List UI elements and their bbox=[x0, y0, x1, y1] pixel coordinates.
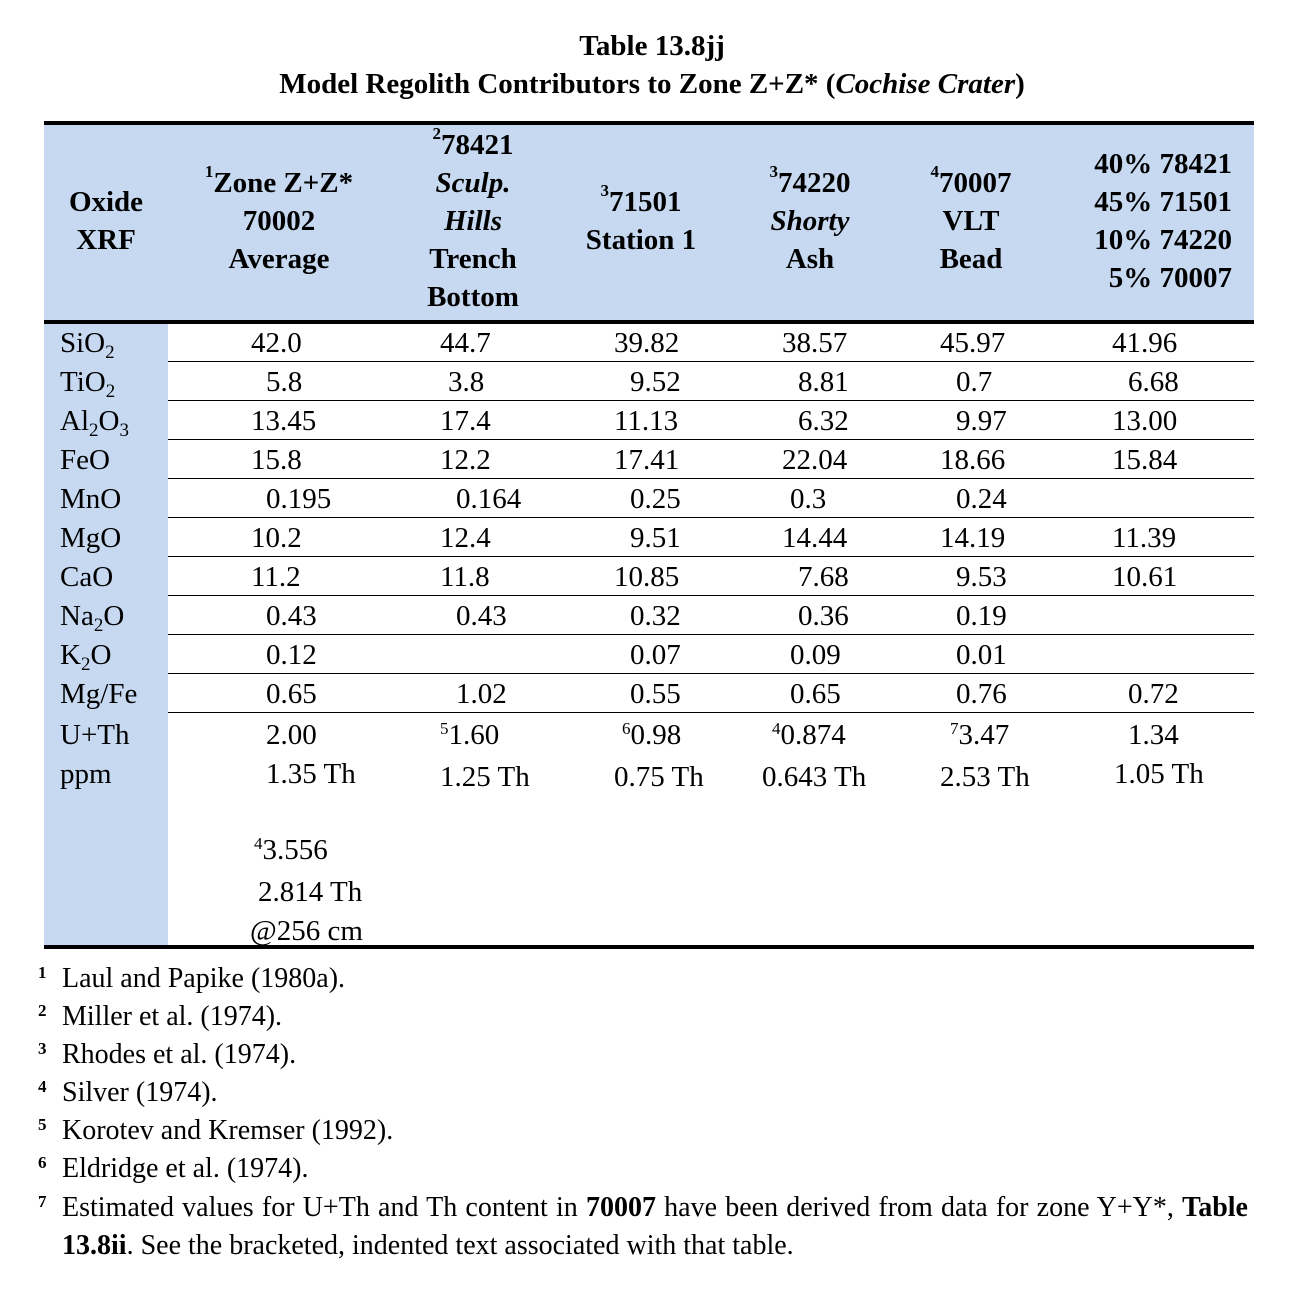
oxide-sio2: SiO$_2$ bbox=[60, 327, 115, 363]
cell: 9.97 bbox=[956, 405, 1007, 437]
cell-uth-70002: 2.00 1.35 Th bbox=[266, 719, 356, 790]
header-78421: $^2$78421 Sculp. Hills Trench Bottom bbox=[427, 124, 519, 313]
header-oxide: Oxide XRF bbox=[68, 186, 144, 256]
header-71501: $^3$71501 Station 1 bbox=[585, 181, 697, 256]
cell: 13.00 bbox=[1112, 405, 1178, 437]
cell: 39.82 bbox=[614, 327, 680, 359]
cell: 41.96 bbox=[1112, 327, 1178, 359]
cell: 0.36 bbox=[798, 600, 849, 632]
cell: 0.7 bbox=[956, 366, 993, 398]
cell: 10.2 bbox=[251, 522, 302, 554]
cell: 6.68 bbox=[1128, 366, 1179, 398]
oxide-mgfe: Mg/Fe bbox=[60, 678, 138, 710]
cell: 15.8 bbox=[251, 444, 302, 476]
cell: 1.02 bbox=[456, 678, 507, 710]
cell-uth-71501: $^6$0.98 0.75 Th bbox=[614, 719, 704, 793]
cell: 11.8 bbox=[440, 561, 490, 593]
cell: 0.07 bbox=[630, 639, 681, 671]
cell: 9.51 bbox=[630, 522, 681, 554]
cell: 0.195 bbox=[266, 483, 332, 515]
cell: 0.25 bbox=[630, 483, 681, 515]
cell: 0.19 bbox=[956, 600, 1007, 632]
cell: 11.13 bbox=[614, 405, 679, 437]
oxide-cao: CaO bbox=[60, 561, 114, 593]
cell-uth-70007: $^7$3.47 2.53 Th bbox=[940, 719, 1030, 793]
cell: 17.4 bbox=[440, 405, 491, 437]
table-title: Table 13.8jj bbox=[579, 30, 725, 62]
header-mix: 40% 78421 45% 71501 10% 74220 5% 70007 bbox=[1094, 148, 1232, 294]
oxide-tio2: TiO$_2$ bbox=[60, 366, 116, 402]
cell: 0.12 bbox=[266, 639, 317, 671]
cell: 0.01 bbox=[956, 639, 1007, 671]
cell: 13.45 bbox=[251, 405, 317, 437]
cell: 10.85 bbox=[614, 561, 680, 593]
oxide-uth: U+Th ppm bbox=[60, 719, 130, 790]
cell: 0.43 bbox=[456, 600, 507, 632]
cell: 44.7 bbox=[440, 327, 491, 359]
oxide-k2o: $K_2O$ bbox=[60, 639, 112, 675]
cell-uth-mix: 1.34 1.05 Th bbox=[1114, 719, 1204, 790]
cell: 6.32 bbox=[798, 405, 849, 437]
oxide-al2o3: $Al_2O_3$ bbox=[60, 405, 129, 441]
cell: 0.24 bbox=[956, 483, 1007, 515]
cell: 17.41 bbox=[614, 444, 680, 476]
cell: 8.81 bbox=[798, 366, 849, 398]
cell: 0.55 bbox=[630, 678, 681, 710]
oxide-feo: FeO bbox=[60, 444, 110, 476]
cell: 18.66 bbox=[940, 444, 1006, 476]
oxide-mgo: MgO bbox=[60, 522, 122, 554]
cell: 0.32 bbox=[630, 600, 681, 632]
cell: 7.68 bbox=[798, 561, 849, 593]
oxide-mno: MnO bbox=[60, 483, 122, 515]
cell: 45.97 bbox=[940, 327, 1006, 359]
cell-uth-74220: $^4$0.874 0.643 Th bbox=[762, 719, 867, 793]
cell: 0.65 bbox=[266, 678, 317, 710]
cell: 22.04 bbox=[782, 444, 848, 476]
cell: 9.53 bbox=[956, 561, 1007, 593]
cell: 0.09 bbox=[790, 639, 841, 671]
cell: 0.72 bbox=[1128, 678, 1179, 710]
oxide-na2o: $Na_2O$ bbox=[60, 600, 125, 636]
cell-uth-70002-depth: $^4$3.556 2.814 Th @256 cm bbox=[250, 834, 363, 947]
cell: 14.44 bbox=[782, 522, 848, 554]
cell-uth-78421: $^5$1.60 1.25 Th bbox=[440, 719, 530, 793]
cell: 0.164 bbox=[456, 483, 522, 515]
cell: 38.57 bbox=[782, 327, 848, 359]
cell: 12.4 bbox=[440, 522, 491, 554]
cell: 0.65 bbox=[790, 678, 841, 710]
cell: 5.8 bbox=[266, 366, 303, 398]
bottom-rule bbox=[44, 945, 1254, 949]
cell: 12.2 bbox=[440, 444, 491, 476]
cell: 9.52 bbox=[630, 366, 681, 398]
cell: 0.43 bbox=[266, 600, 317, 632]
cell: 3.8 bbox=[448, 366, 485, 398]
cell: 11.2 bbox=[251, 561, 301, 593]
table-subtitle: Model Regolith Contributors to Zone Z+Z* (Cochise Crater) bbox=[279, 68, 1025, 100]
cell: 14.19 bbox=[940, 522, 1006, 554]
cell: 15.84 bbox=[1112, 444, 1178, 476]
cell: 0.76 bbox=[956, 678, 1007, 710]
header-74220: $^3$74220 Shorty Ash bbox=[769, 162, 851, 275]
cell: 42.0 bbox=[251, 327, 302, 359]
oxide-table bbox=[44, 121, 1254, 951]
cell: 11.39 bbox=[1112, 522, 1177, 554]
cell: 0.3 bbox=[790, 483, 827, 515]
header-zone-70002: $^1$Zone Z+Z* 70002 Average bbox=[204, 162, 354, 275]
header-70007: $^4$70007 VLT Bead bbox=[930, 162, 1012, 275]
cell: 10.61 bbox=[1112, 561, 1178, 593]
